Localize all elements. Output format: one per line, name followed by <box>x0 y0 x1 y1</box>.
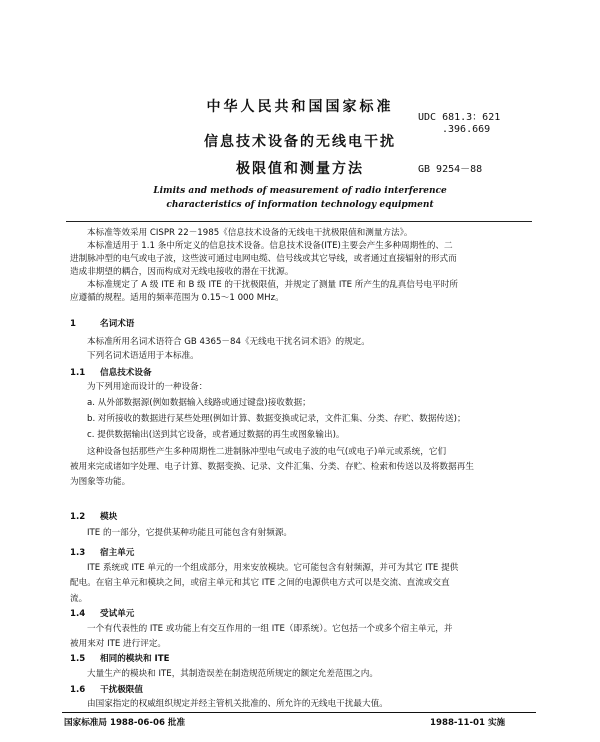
clause-number: 1.5 <box>70 654 86 664</box>
organization-title: 中华人民共和国国家标准 <box>206 99 394 115</box>
clause-1-1-item-b: b. 对所接收的数据进行某些处理(例如计算、数据变换或记录，文件汇集、分类、存贮、数据传送)； <box>87 414 466 424</box>
clause-1-1-item-c: c. 提供数据输出(送到其它设备，或者通过数据的再生或图象输出)。 <box>87 430 345 440</box>
section-number: 1 <box>70 319 76 329</box>
udc-line-1: UDC 681.3：621 <box>418 112 501 123</box>
clause-number: 1.4 <box>70 609 86 619</box>
document-title-line-2: 极限值和测量方法 <box>236 161 364 177</box>
header-divider <box>66 221 532 222</box>
clause-number: 1.1 <box>70 368 86 378</box>
clause-1-1-line: 为图象等功能。 <box>70 477 131 487</box>
clause-title: 模块 <box>100 512 118 522</box>
clause-1-3-line: 流。 <box>70 594 88 604</box>
clause-title: 干扰极限值 <box>100 685 143 695</box>
english-title-line-2: characteristics of information technology equipment <box>166 200 434 210</box>
intro-line: 本标准等效采用 CISPR 22－1985《信息技术设备的无线电干扰极限值和测量方法》。 <box>87 228 413 238</box>
clause-1-3-heading <box>70 546 134 558</box>
clause-1-6-line: 由国家指定的权威组织规定并经主管机关批准的、所允许的无线电干扰最大值。 <box>87 699 388 709</box>
clause-1-1-line: 这种设备包括那些产生多种周期性二进制脉冲型电气或电子波的电气(或电子)单元或系统，它们 <box>87 447 447 457</box>
clause-1-2-line: ITE 的一部分，它提供某种功能且可能包含有射频源。 <box>87 528 293 538</box>
intro-line: 本标准适用于 1.1 条中所定义的信息技术设备。信息技术设备(ITE)主要会产生多种周期性的、二 <box>87 241 453 251</box>
clause-1-3-line: 配电。在宿主单元和模块之间，或宿主单元和其它 ITE 之间的电源供电方式可以是交流、直流或交直 <box>70 578 450 588</box>
udc-line-2: .396.669 <box>442 124 491 135</box>
intro-line: 应遵循的规程。适用的频率范围为 0.15～1 000 MHz。 <box>70 293 284 303</box>
intro-line: 进制脉冲型的电气或电子波，这些波可通过电网电缆、信号线或其它导线，或者通过直接辐射的形式而 <box>70 254 457 264</box>
clause-1-4-line: 一个有代表性的 ITE 或功能上有交互作用的一组 ITE（即系统）。它包括一个或多个宿主单元，并 <box>87 624 453 634</box>
clause-1-1-line: 为下列用途而设计的一种设备： <box>87 382 208 392</box>
clause-1-4-line: 被用来对 ITE 进行评定。 <box>70 639 167 649</box>
section-1-line: 下列名词术语适用于本标准。 <box>87 351 199 361</box>
clause-title: 信息技术设备 <box>100 368 152 378</box>
clause-1-6-heading <box>70 683 143 695</box>
clause-1-1-item-a: a. 从外部数据源(例如数据输入线路或通过键盘)接收数据； <box>87 398 311 408</box>
document-title-line-1: 信息技术设备的无线电干扰 <box>204 134 396 150</box>
footer-divider <box>62 712 536 713</box>
clause-1-1-line: 被用来完成诸如字处理、电子计算、数据变换、记录、文件汇集、分类、存贮、检索和传送以及将数据再生 <box>70 462 474 472</box>
clause-1-4-heading <box>70 607 134 619</box>
clause-1-3-line: ITE 系统或 ITE 单元的一个组成部分，用来安放模块。它可能包含有射频源，并可为其它 ITE 提供 <box>87 563 459 573</box>
english-title-line-1: Limits and methods of measurement of radio interference <box>153 186 447 196</box>
approval-date: 国家标准局 1988-06-06 批准 <box>64 718 186 728</box>
clause-1-2-heading <box>70 510 117 522</box>
intro-line: 本标准规定了 A 级 ITE 和 B 级 ITE 的干扰极限值，并规定了测量 ITE 所产生的乱真信号电平时所 <box>87 280 458 290</box>
clause-1-1-heading <box>70 366 152 378</box>
clause-number: 1.6 <box>70 685 86 695</box>
clause-number: 1.2 <box>70 512 86 522</box>
effective-date: 1988-11-01 实施 <box>430 718 506 728</box>
clause-title: 宿主单元 <box>100 548 135 558</box>
section-1-line: 本标准所用名词术语符合 GB 4365－84《无线电干扰名词术语》的规定。 <box>87 337 370 347</box>
clause-number: 1.3 <box>70 548 86 558</box>
clause-title: 相同的模块和 ITE <box>100 654 170 664</box>
gb-number: GB 9254－88 <box>418 164 483 175</box>
clause-title: 受试单元 <box>100 609 135 619</box>
section-1-heading <box>70 317 134 329</box>
section-title: 名词术语 <box>100 319 135 329</box>
clause-1-5-heading <box>70 652 170 664</box>
intro-line: 造成非期望的耦合，因而构成对无线电接收的潜在干扰源。 <box>70 267 294 277</box>
clause-1-5-line: 大量生产的模块和 ITE，其制造误差在制造规范所规定的额定允差范围之内。 <box>87 669 378 679</box>
